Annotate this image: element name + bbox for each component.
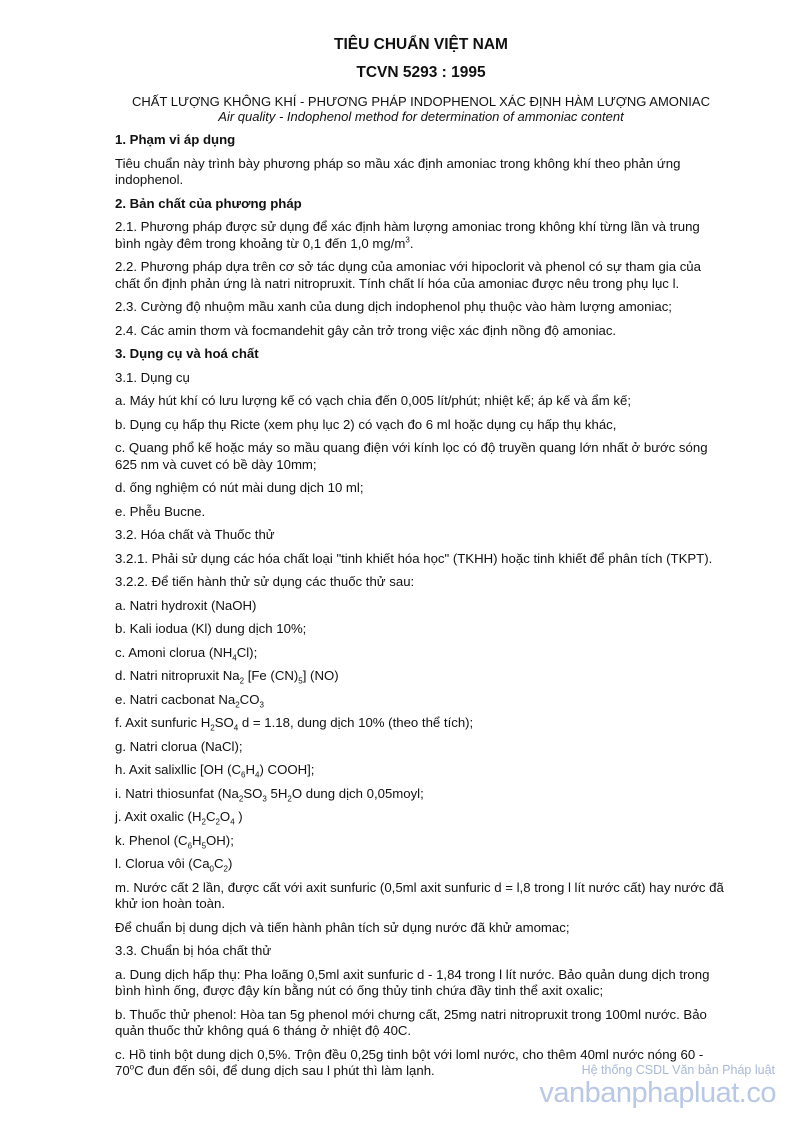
list-item: e. Phễu Bucne. [115, 503, 206, 519]
section-heading: 1. Phạm vi áp dụng [115, 132, 236, 147]
subscript: 2 [238, 794, 244, 804]
subscript: 2 [287, 794, 292, 804]
text: SO [243, 785, 263, 801]
paragraph: 3.1. Dụng cụ [115, 369, 190, 385]
list-item: m. Nước cất 2 lần, được cất với axit sunfuric (0,5ml axit sunfuric d = l,8 trong l lít nước cất) hay nước đã khử ion hoàn toàn. [115, 879, 724, 911]
text: C đun đến sôi, để dung dịch sau l phút thì làm lạnh. [134, 1063, 435, 1078]
list-item [115, 715, 727, 732]
section-heading: 3. Dụng cụ và hoá chất [115, 346, 259, 361]
document-page [115, 36, 727, 1087]
subscript: 3 [262, 794, 267, 804]
subscript: 4 [230, 817, 235, 827]
text: Cl); [236, 644, 258, 660]
text: f. Axit sunfuric H [115, 715, 211, 730]
paragraph: 2.1. Phương pháp được sử dụng để xác định hàm lượng amoniac trong không khí từng lần và trung bình ngày đêm trong khoảng từ 0,1 đến 1,0 $mg/m^3$. [115, 219, 700, 251]
list-item: a. Natri hydroxit (NaOH) [115, 597, 257, 613]
text: d. Natri nitropruxit Na [115, 668, 240, 683]
list-item: b. Thuốc thử phenol: Hòa tan 5g phenol mới chưng cất, 25mg natri nitropruxit trong 100ml nước. Bảo quản thuốc thử không quá 6 tháng ở nhiệt độ 40C. [115, 1006, 707, 1038]
list-item: d. ống nghiệm có nút mài dung dịch 10 ml; [115, 480, 364, 495]
text: k. Phenol (C [115, 832, 188, 848]
text: [Fe (CN) [244, 668, 299, 683]
paragraph: 2.2. Phương pháp dựa trên cơ sở tác dụng của amoniac với hipoclorit và phenol có sự tham gia của chất ổn định phản ứng là natri nitropruxit. Tính chất lí hóa của amoniac được nêu trong phụ lục l. [115, 259, 701, 291]
text: 2.1. Phương pháp được sử dụng để xác định hàm lượng amoniac trong không khí từng lần và trung bình ngày đêm trong khoảng từ 0,1 đến 1,0 mg/m [115, 219, 700, 251]
text: e. Natri cacbonat Na [115, 691, 236, 707]
document-title-en: Air quality - Indophenol method for determination of ammoniac content [218, 109, 624, 124]
text: j. Axit oxalic (H [115, 809, 202, 824]
subscript: 2 [201, 817, 206, 827]
list-item [115, 786, 727, 803]
subscript: 4 [233, 723, 239, 733]
subscript: 6 [187, 841, 193, 851]
section-heading: 2. Bản chất của phương pháp [115, 195, 302, 211]
text: h. Axit salixllic [OH (C [115, 762, 242, 777]
subscript: 0 [209, 864, 214, 874]
subscript: 6 [241, 770, 246, 780]
subscript: 2 [239, 676, 245, 686]
superscript: o [129, 1062, 135, 1072]
paragraph: 2.4. Các amin thơm và focmandehit gây cản trở trong việc xác định nồng độ amoniac. [115, 322, 617, 338]
text: CO [239, 691, 260, 707]
list-item [115, 809, 727, 826]
subscript: 5 [298, 676, 303, 686]
list-item [115, 668, 727, 685]
list-item [115, 762, 727, 779]
subscript: 2 [215, 817, 220, 827]
subscript: 4 [255, 770, 260, 780]
superscript: 3 [405, 235, 410, 245]
subscript: 2 [223, 864, 228, 874]
text: ) COOH]; [259, 762, 315, 777]
list-item [115, 645, 727, 662]
text: i. Natri thiosunfat (Na [115, 785, 239, 801]
document-title-vi: CHẤT LƯỢNG KHÔNG KHÍ - PHƯƠNG PHÁP INDOPHENOL XÁC ĐỊNH HÀM LƯỢNG AMONIAC [132, 94, 710, 109]
subscript: 4 [232, 653, 237, 663]
text: H [245, 762, 256, 777]
watermark-site: vanbanphapluat.co [539, 1077, 776, 1109]
list-item: a. Dung dịch hấp thụ: Pha loãng 0,5ml axit sunfuric d - 1,84 trong l lít nước. Bảo quản dung dịch trong bình hình ống, được đậy kín bằng nút có ống thủy tinh chứa đầy tinh thể axit oxalic; [115, 966, 710, 998]
list-item: c. Quang phổ kế hoặc máy so mầu quang điện với kính lọc có độ truyền quang lớn nhất ở bước sóng 625 nm và cuvet có bề dày 10mm; [115, 440, 708, 472]
paragraph: Để chuẩn bị dung dịch và tiến hành phân tích sử dụng nước đã khử amomac; [115, 919, 570, 935]
standard-heading: TIÊU CHUẨN VIỆT NAM [334, 36, 508, 53]
paragraph: 3.3. Chuẩn bị hóa chất thử [115, 943, 272, 958]
text: C [214, 856, 224, 871]
subscript: 2 [235, 700, 240, 710]
subscript: 2 [210, 723, 215, 733]
paragraph: 3.2.1. Phải sử dụng các hóa chất loại "tinh khiết hóa học" (TKHH) hoặc tinh khiết để phân tích (TKPT). [115, 550, 713, 566]
text: O dung dịch 0,05moyl; [291, 785, 424, 801]
text: H [192, 832, 202, 848]
list-item: b. Dụng cụ hấp thụ Ricte (xem phụ lục 2) có vạch đo 6 ml hoặc dụng cụ hấp thụ khác, [115, 416, 617, 432]
text: c. Hồ tinh bột dung dịch 0,5%. Trộn đều 0,25g tinh bột với loml nước, cho thêm 40ml nước nóng 60 - 70 [115, 1046, 704, 1078]
subscript: 3 [259, 700, 264, 710]
list-item [115, 856, 727, 873]
paragraph: 3.2. Hóa chất và Thuốc thử [115, 527, 275, 542]
list-item [115, 833, 727, 850]
list-item: b. Kali iodua (Kl) dung dịch 10%; [115, 621, 307, 636]
text: c. Amoni clorua (NH [115, 644, 233, 660]
paragraph: Tiêu chuẩn này trình bày phương pháp so mầu xác định amoniac trong không khí theo phản ứng indophenol. [115, 155, 681, 187]
text: ) [227, 856, 233, 871]
paragraph: 3.2.2. Để tiến hành thử sử dụng các thuốc thử sau: [115, 574, 415, 589]
watermark-caption: Hệ thống CSDL Văn bản Pháp luật [581, 1063, 775, 1077]
text: OH); [206, 832, 234, 848]
text: SO [214, 715, 234, 730]
list-item: g. Natri clorua (NaCl); [115, 738, 243, 754]
text: C [205, 809, 216, 824]
text: ] (NO) [302, 668, 339, 683]
list-item [115, 692, 727, 709]
paragraph: 2.3. Cường độ nhuộm mầu xanh của dung dịch indophenol phụ thuộc vào hàm lượng amoniac; [115, 299, 672, 314]
text: O [219, 809, 231, 824]
standard-code: TCVN 5293 : 1995 [356, 64, 486, 81]
text: d = 1.18, dung dịch 10% (theo thể tích); [238, 715, 474, 730]
text: ) [234, 809, 243, 824]
subscript: 5 [201, 841, 207, 851]
text: l. Clorua vôi (Ca [115, 856, 210, 871]
list-item: a. Máy hút khí có lưu lượng kế có vạch chia đến 0,005 lít/phút; nhiệt kế; áp kế và ẩm kế; [115, 393, 631, 408]
text: 5H [266, 785, 288, 801]
